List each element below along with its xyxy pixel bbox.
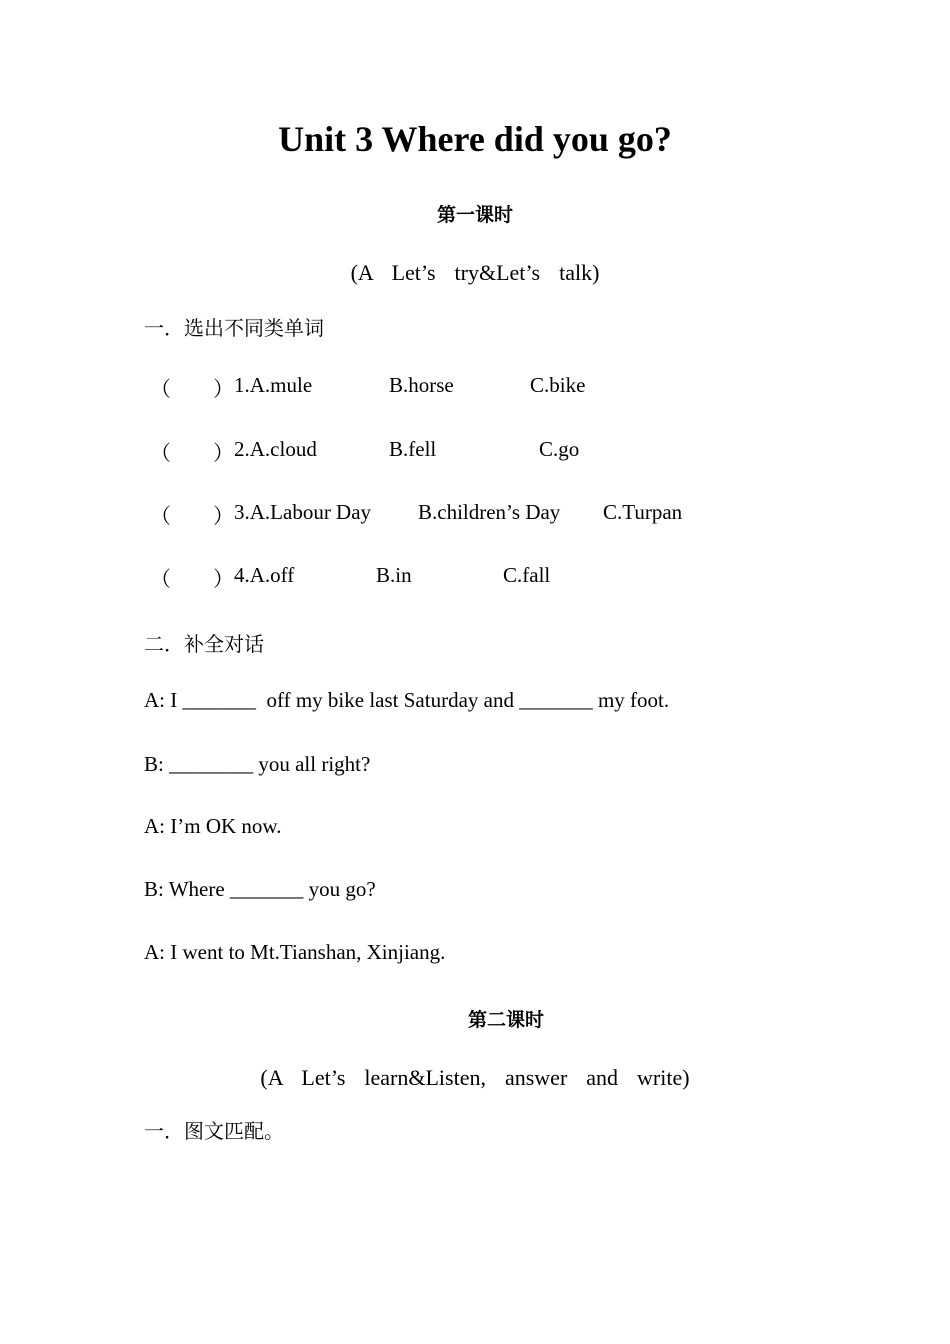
section-picture-matching-heading: 一．图文匹配。 xyxy=(144,1119,284,1143)
option-a: 3.A.Labour Day xyxy=(234,500,372,524)
dialogue-line: B: Where _______ you go? xyxy=(144,877,376,901)
question-row xyxy=(150,563,850,593)
option-c: C.bike xyxy=(530,373,586,397)
dialogue-line: A: I’m OK now. xyxy=(144,814,282,838)
lesson1-heading: 第一课时 xyxy=(436,204,513,226)
dialogue-line: A: I went to Mt.Tianshan, Xinjiang. xyxy=(144,940,446,964)
option-a: 4.A.off xyxy=(234,563,295,587)
dialogue-line: A: I _______ off my bike last Saturday and _______ my foot. xyxy=(144,688,670,712)
answer-blank: （ ） xyxy=(150,377,234,401)
option-a: 2.A.cloud xyxy=(234,437,317,461)
option-c: C.Turpan xyxy=(603,500,683,524)
section-complete-dialogue-heading: 二．补全对话 xyxy=(144,632,264,656)
question-row xyxy=(150,500,850,530)
option-c: C.fall xyxy=(503,563,551,587)
lesson2-subtitle: (A Let’s learn&Listen, answer and write) xyxy=(260,1065,690,1090)
question-row xyxy=(150,437,850,467)
page-title: Unit 3 Where did you go? xyxy=(278,119,672,159)
option-b: B.horse xyxy=(389,373,454,397)
lesson1-subtitle: (A Let’s try&Let’s talk) xyxy=(350,260,600,285)
option-b: B.children’s Day xyxy=(418,500,561,524)
lesson2-heading: 第二课时 xyxy=(468,1009,545,1031)
option-c: C.go xyxy=(539,437,580,461)
answer-blank: （ ） xyxy=(150,567,234,591)
option-a: 1.A.mule xyxy=(234,373,313,397)
section-choose-different-word-heading: 一．选出不同类单词 xyxy=(144,316,324,340)
answer-blank: （ ） xyxy=(150,441,234,465)
option-b: B.in xyxy=(376,563,412,587)
option-b: B.fell xyxy=(389,437,437,461)
dialogue-line: B: ________ you all right? xyxy=(144,752,371,776)
question-row xyxy=(150,373,850,403)
answer-blank: （ ） xyxy=(150,504,234,528)
